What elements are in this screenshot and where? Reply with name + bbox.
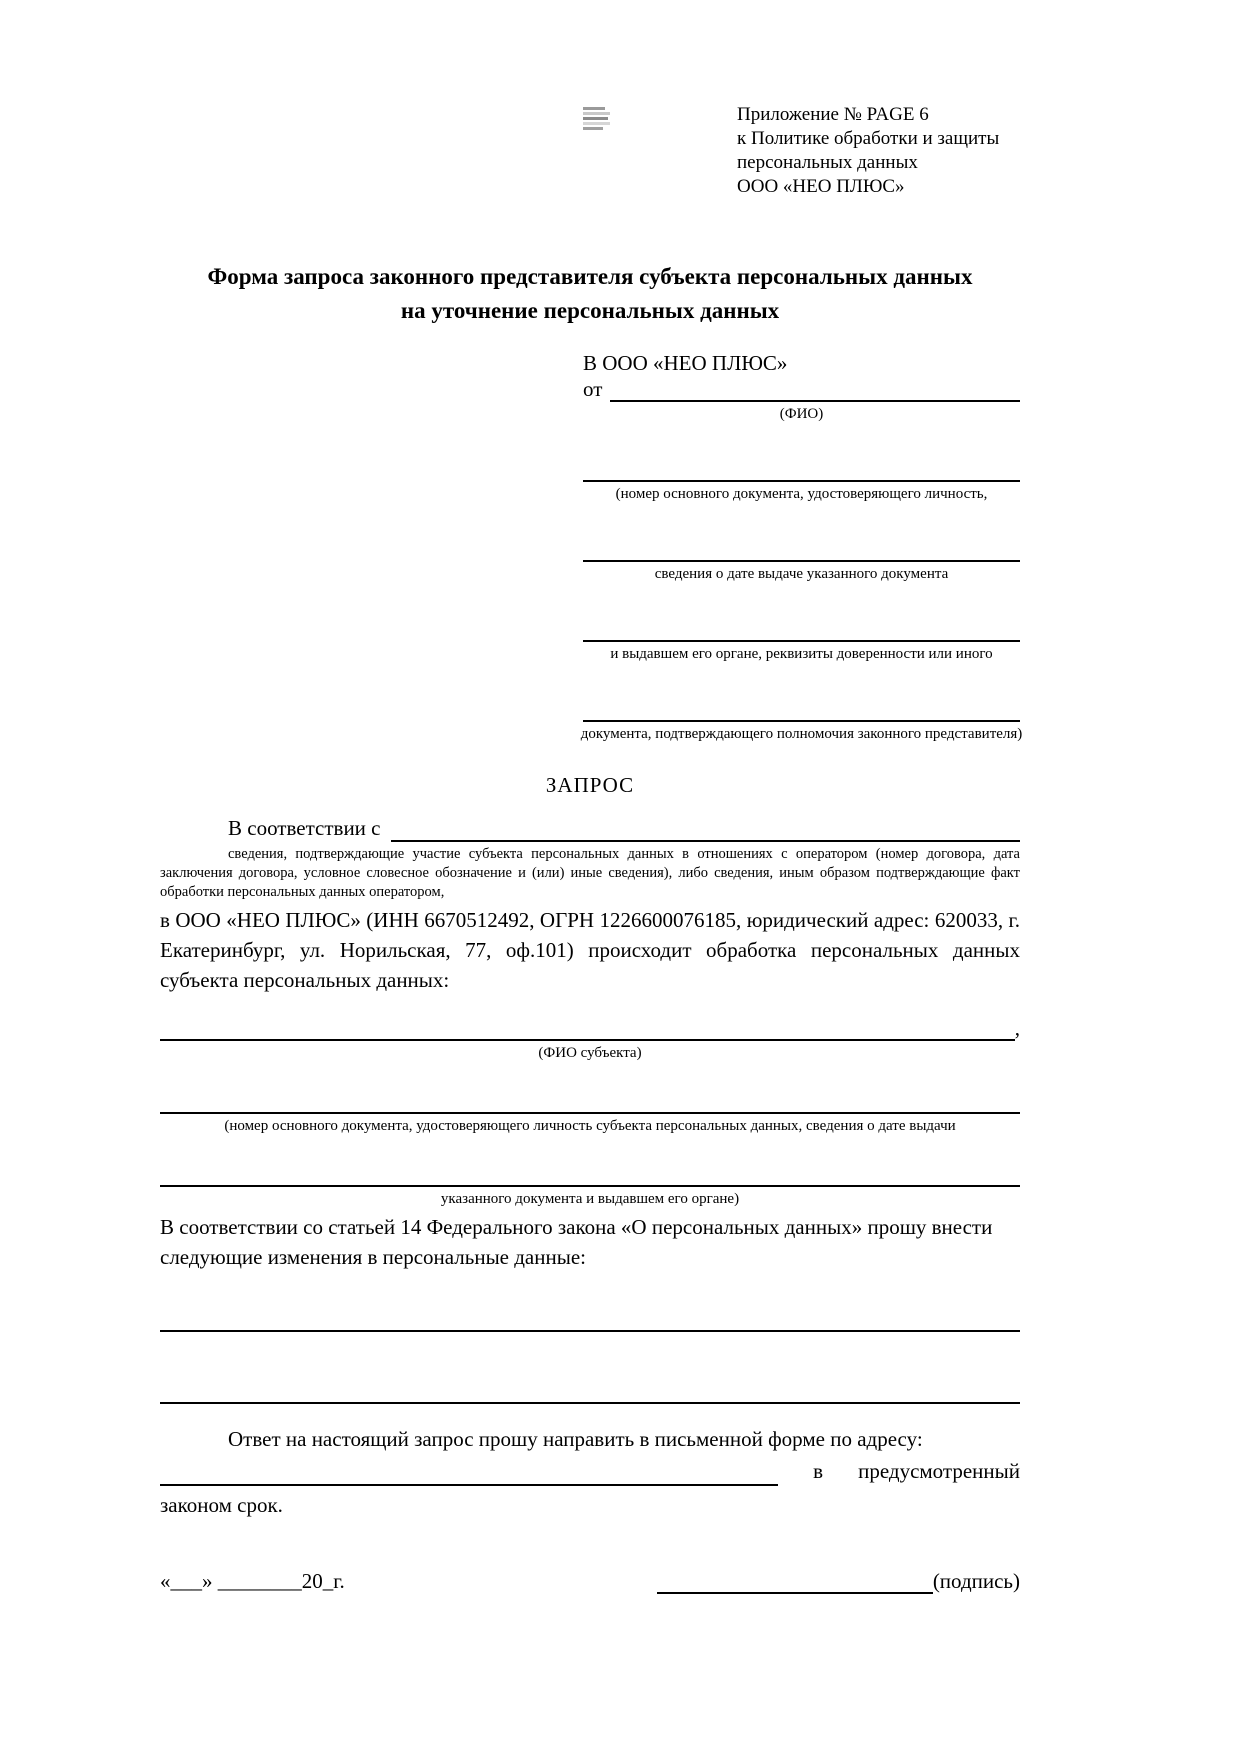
- form-title: [160, 260, 1020, 328]
- policy-reference-line: к Политике обработки и защиты: [737, 128, 1000, 149]
- in-accordance-row: [160, 815, 1020, 842]
- fio-blank-line: [610, 380, 1020, 402]
- rep-doc-caption-3: и выдавшем его органе, реквизиты доверенности или иного: [610, 646, 993, 662]
- subject-doc-blank-line-1: [160, 1084, 1020, 1114]
- form-title-line2: на уточнение персональных данных: [400, 298, 780, 323]
- blank-line: [583, 534, 1020, 562]
- request-heading: ЗАПРОС: [545, 773, 635, 797]
- basis-blank-line: [391, 820, 1021, 842]
- address-blank-line: [160, 1462, 778, 1486]
- answer-sentence: Ответ на настоящий запрос прошу направить в письменной форме по адресу:: [228, 1427, 923, 1451]
- from-row: [583, 376, 1020, 402]
- rep-doc-caption-1: (номер основного документа, удостоверяющего личность,: [615, 486, 988, 502]
- addressee-company: В ООО «НЕО ПЛЮС»: [583, 351, 788, 375]
- in-accordance-label: В соответствии с: [228, 816, 381, 840]
- rep-doc-caption-2: сведения о дате выдаче указанного документа: [654, 566, 949, 582]
- rep-doc-caption-4: документа, подтверждающего полномочия законного представителя): [580, 726, 1023, 742]
- trailing-comma: ,: [1014, 1016, 1020, 1040]
- addressee-block: [580, 351, 1023, 743]
- blank-line: [583, 614, 1020, 642]
- signature-row: [160, 1569, 1020, 1594]
- answer-tail: законом срок.: [160, 1493, 283, 1517]
- form-title-line1: Форма запроса законного представителя субъекта персональных данных: [207, 264, 973, 289]
- basis-footnote: сведения, подтверждающие участие субъекта персональных данных в отношениях с оператором (номер договора, дата заключения договора, условное словесное обозначение и (или) иные сведения), либо сведения, иным образом подтверждающие факт обработки персональных данных оператором,: [160, 846, 1020, 900]
- operator-paragraph: в ООО «НЕО ПЛЮС» (ИНН 6670512492, ОГРН 1226600076185, юридический адрес: 620033, г. Екатеринбург, ул. Норильская, 77, оф.101) происходит обработка персональных данных субъекта персональных данных:: [160, 908, 1020, 992]
- appendix-number: Приложение № PAGE 6: [737, 104, 929, 125]
- company-name: ООО «НЕО ПЛЮС»: [737, 176, 905, 197]
- appendix-header: [737, 103, 1020, 199]
- blank-line: [583, 454, 1020, 482]
- signature-blank-line: [657, 1570, 933, 1594]
- date-blank: «___» ________20_г.: [160, 1569, 345, 1593]
- signature-caption: (подпись): [932, 1569, 1020, 1593]
- fio-caption: (ФИО): [779, 406, 824, 422]
- rep-doc-field-1: [583, 454, 1020, 503]
- changes-blank-line-2: [160, 1374, 1020, 1404]
- subject-doc-caption-1: (номер основного документа, удостоверяющего личность субъекта персональных данных, сведения о дате выдачи: [224, 1118, 956, 1134]
- rep-doc-field-3: [583, 614, 1020, 663]
- article14-paragraph: В соответствии со статьей 14 Федерального закона «О персональных данных» прошу внести следующие изменения в персональные данные:: [160, 1215, 993, 1269]
- subject-fio-blank-line: [160, 1019, 1015, 1041]
- subject-fio-caption: (ФИО субъекта): [538, 1045, 642, 1061]
- subject-fio-row: [160, 1016, 1020, 1041]
- signature-area: [657, 1569, 1020, 1594]
- answer-word-in: в: [813, 1459, 824, 1483]
- document-content: [160, 0, 1023, 1594]
- rep-doc-field-2: [583, 534, 1020, 583]
- answer-address-row: [160, 1456, 1020, 1486]
- subject-doc-caption-2: указанного документа и выдавшем его органе): [440, 1191, 740, 1207]
- subject-doc-blank-line-2: [160, 1157, 1020, 1187]
- changes-blank-line-1: [160, 1302, 1020, 1332]
- rep-doc-field-4: [580, 694, 1023, 743]
- from-label: от: [583, 377, 603, 401]
- answer-word-term: предусмотренный: [858, 1459, 1020, 1483]
- policy-reference-line: персональных данных: [737, 152, 918, 173]
- blank-line: [583, 694, 1020, 722]
